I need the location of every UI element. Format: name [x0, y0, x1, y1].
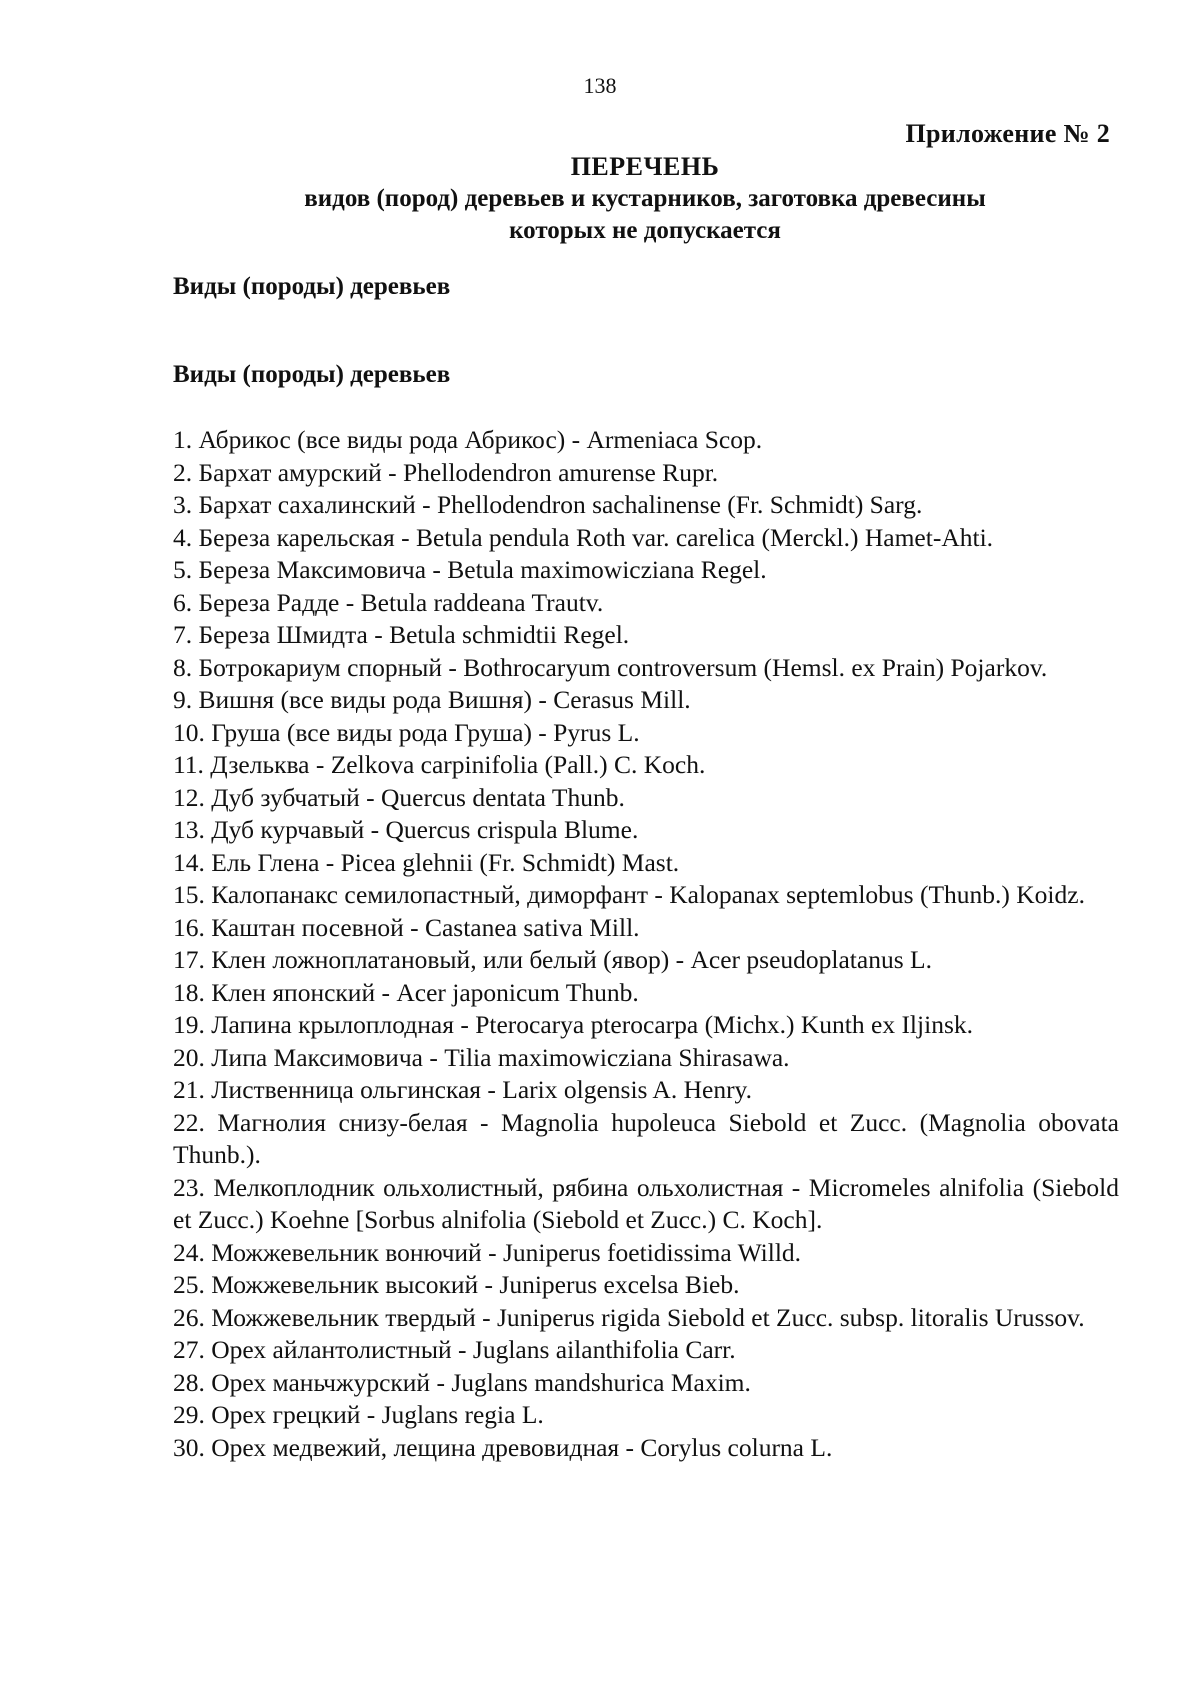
species-list-item: 2. Бархат амурский - Phellodendron amurense Rupr. — [173, 457, 719, 487]
species-list-item: 20. Липа Максимовича - Tilia maximowicziana Shirasawa. — [173, 1042, 790, 1072]
species-list-item: 9. Вишня (все виды рода Вишня) - Cerasus Mill. — [173, 685, 691, 714]
species-list-item: 29. Орех грецкий - Juglans regia L. — [173, 1400, 544, 1429]
species-list-item: 27. Орех айлантолистный - Juglans ailanthifolia Carr. — [173, 1335, 736, 1364]
species-list-item: 14. Ель Глена - Picea glehnii (Fr. Schmidt) Mast. — [173, 847, 680, 877]
appendix-label: Приложение № 2 — [905, 119, 1110, 148]
species-list-item: 13. Дуб курчавый - Quercus crispula Blume. — [173, 815, 639, 844]
species-list-item: 16. Каштан посевной - Castanea sativa Mill. — [173, 912, 640, 942]
species-list-item: 26. Можжевельник твердый - Juniperus rigida Siebold et Zucc. subsp. litoralis Urussov. — [173, 1302, 1085, 1332]
species-list-item: 24. Можжевельник вонючий - Juniperus foetidissima Willd. — [173, 1237, 802, 1267]
species-list-item: 17. Клен ложноплатановый, или белый (явор) - Acer pseudoplatanus L. — [173, 945, 932, 974]
species-list-item: 21. Лиственница ольгинская - Larix olgensis A. Henry. — [173, 1075, 753, 1104]
species-list-item: 4. Береза карельская - Betula pendula Roth var. carelica (Merckl.) Hamet-Ahti. — [173, 522, 994, 552]
document-subtitle-line-2: которых не допускается — [509, 217, 781, 244]
document-subtitle-line-1: видов (пород) деревьев и кустарников, заготовка древесины — [304, 185, 986, 212]
species-list-item: 22. Магнолия снизу-белая - Magnolia hupoleuca Siebold et Zucc. (Magnolia obovata Thunb.). — [173, 1107, 1119, 1169]
species-list-item: 18. Клен японский - Acer japonicum Thunb. — [173, 977, 639, 1007]
species-list-item: 23. Мелкоплодник ольхолистный, рябина ольхолистная - Micromeles alnifolia (Siebold et Zucc.) Koehne [Sorbus alnifolia (Siebold et Zucc.) C. Koch]. — [173, 1172, 1119, 1234]
species-list-item: 1. Абрикос (все виды рода Абрикос) - Armeniaca Scop. — [173, 425, 763, 454]
species-list-item: 6. Береза Радде - Betula raddeana Trautv. — [173, 587, 604, 617]
document-heading — [0, 151, 1200, 247]
species-list-item: 12. Дуб зубчатый - Quercus dentata Thunb. — [173, 782, 625, 812]
species-list-item: 19. Лапина крылоплодная - Pterocarya pterocarpa (Michx.) Kunth ex Iljinsk. — [173, 1010, 973, 1039]
species-list-item: 11. Дзельква - Zelkova carpinifolia (Pall.) C. Koch. — [173, 750, 706, 779]
section-heading: Виды (породы) деревьев — [173, 361, 451, 388]
species-list-item: 15. Калопанакс семилопастный, диморфант - Kalopanax septemlobus (Thunb.) Koidz. — [173, 880, 1085, 909]
species-list — [173, 424, 1119, 1464]
species-list-item: 5. Береза Максимовича - Betula maximowicziana Regel. — [173, 555, 767, 584]
page-number: 138 — [583, 73, 617, 98]
species-list-item: 8. Ботрокариум спорный - Bothrocaryum controversum (Hemsl. ex Prain) Pojarkov. — [173, 652, 1048, 682]
species-list-item: 3. Бархат сахалинский - Phellodendron sachalinense (Fr. Schmidt) Sarg. — [173, 490, 923, 519]
section-heading: Виды (породы) деревьев — [173, 273, 451, 300]
species-list-item: 7. Береза Шмидта - Betula schmidtii Regel. — [173, 620, 630, 649]
species-list-item: 10. Груша (все виды рода Груша) - Pyrus L. — [173, 717, 640, 747]
species-list-item: 30. Орех медвежий, лещина древовидная - Corylus colurna L. — [173, 1432, 833, 1462]
species-list-item: 28. Орех маньчжурский - Juglans mandshurica Maxim. — [173, 1367, 751, 1397]
species-list-item: 25. Можжевельник высокий - Juniperus excelsa Bieb. — [173, 1270, 740, 1299]
document-title: ПЕРЕЧЕНЬ — [570, 152, 720, 181]
